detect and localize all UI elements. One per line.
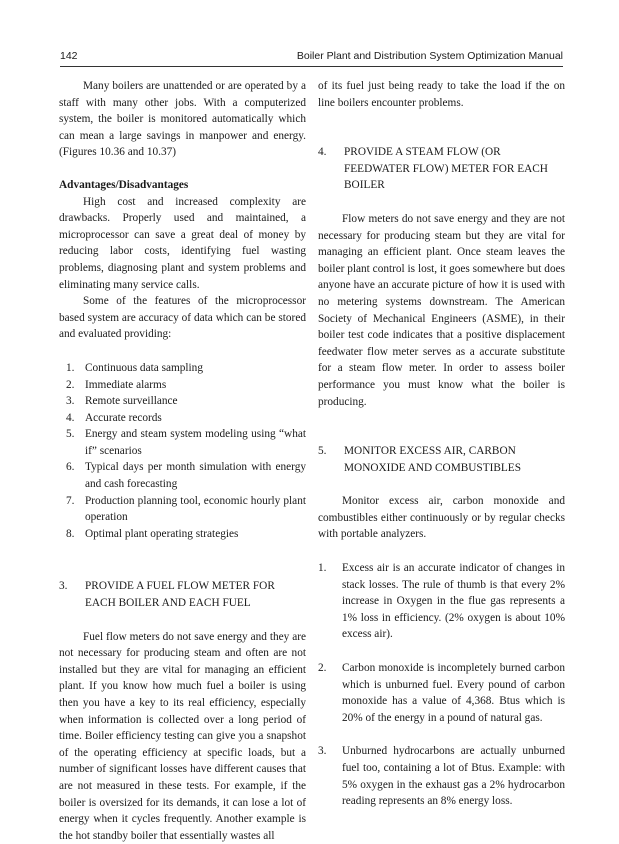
list-item — [59, 459, 306, 492]
section-3-body: Fuel flow meters do not save energy and they are not necessary for producing steam and often are not installed but they are vital for managing an efficient plant. If you know how much fuel a boiler is using then you have a key to its real efficiency, especially when information is collected over a long period of time. Boiler efficiency testing can give you a snapshot of the operating efficiency at specific loads, but a number of significant losses have different causes that are not measured in these tests. For example, if the boiler is oversized for its demands, it can lose a lot of energy when it cycles frequently. Another example is the hot standby boiler that essentially wastes all — [59, 630, 306, 842]
list-item — [59, 410, 306, 427]
list-item — [318, 660, 565, 726]
list-item — [59, 426, 306, 459]
list-text: Production planning tool, economic hourly plant operation — [85, 494, 306, 524]
list-text: Excess air is an accurate indicator of changes in stack losses. The rule of thumb is that every 2% increase in Oxygen in the flue gas represents a 1% loss in efficiency. (2% oxygen is about 10% excess air). — [342, 562, 565, 641]
section-title: PROVIDE A FUEL FLOW METER FOR EACH BOILER AND EACH FUEL — [85, 580, 275, 610]
list-text: Remote surveillance — [85, 395, 178, 408]
list-text: Typical days per month simulation with energy and cash forecasting — [85, 461, 306, 491]
page-number: 142 — [60, 50, 78, 62]
list-number: 8. — [66, 527, 75, 540]
left-column — [59, 78, 306, 844]
list-text: Immediate alarms — [85, 378, 167, 391]
list-number: 6. — [66, 461, 75, 474]
list-number: 3. — [66, 395, 75, 408]
section-4-heading — [318, 144, 565, 194]
list-number: 2. — [66, 378, 75, 391]
list-item — [59, 493, 306, 526]
list-text: Accurate records — [85, 411, 162, 424]
intro-paragraph: Many boilers are unattended or are operated by a staff with many other jobs. With a computerized system, the boiler is monitored automatically which can mean a large savings in manpower and energy. (Figures 10.36 and 10.37) — [59, 80, 306, 159]
list-item — [318, 560, 565, 643]
continued-paragraph: of its fuel just being ready to take the load if the on line boilers encounter problems. — [318, 80, 565, 109]
advantages-heading: Advantages/Disadvantages — [59, 178, 189, 191]
page-header — [60, 50, 563, 66]
list-number: 7. — [66, 494, 75, 507]
section-number: 4. — [318, 146, 327, 159]
section-5-heading — [318, 443, 565, 476]
list-number: 4. — [66, 411, 75, 424]
list-number: 1. — [66, 361, 75, 374]
list-item — [59, 377, 306, 394]
list-text: Unburned hydrocarbons are actually unburned fuel too, containing a lot of Btus. Example: with 5% oxygen in the exhaust gas a 2% hydrocarbon reading represents an 8% energy loss. — [342, 745, 565, 808]
section-number: 5. — [318, 445, 327, 458]
section-4-body: Flow meters do not save energy and they are not necessary for producing steam but they are vital for managing an efficient plant. Once steam leaves the boiler plant control is lost, it goes somewhere but does anyone have an accurate picture of how it is used with no metering systems downstream. The American Society of Mechanical Engineers (ASME), in their boiler test code indicates that a positive displacement feedwater flow meter serves as a accurate substitute for a steam flow meter. In order to assess boiler performance you must know what the boiler is producing. — [318, 212, 565, 408]
list-number: 1. — [318, 562, 327, 575]
list-text: Energy and steam system modeling using “what if” scenarios — [85, 428, 306, 457]
advantages-paragraph-1: High cost and increased complexity are drawbacks. Properly used and maintained, a microprocessor can save a great deal of money by reducing labor costs, identifying fuel wasting problems, diagnosing plant and system problems and eliminating many service calls. — [59, 195, 306, 291]
header-rule — [60, 66, 563, 67]
features-list — [59, 360, 306, 543]
section-title: PROVIDE A STEAM FLOW (OR FEEDWATER FLOW) METER FOR EACH BOILER — [344, 146, 548, 192]
section-3-heading — [59, 578, 306, 611]
list-text: Continuous data sampling — [85, 361, 203, 374]
section-number: 3. — [59, 580, 68, 593]
section-5-body: Monitor excess air, carbon monoxide and combustibles either continuously or by regular checks with portable analyzers. — [318, 495, 565, 541]
list-number: 5. — [66, 428, 75, 441]
list-number: 3. — [318, 745, 327, 758]
right-column — [318, 78, 565, 810]
list-item — [59, 393, 306, 410]
list-number: 2. — [318, 662, 327, 675]
list-item — [59, 526, 306, 543]
list-text: Carbon monoxide is incompletely burned carbon which is unburned fuel. Every pound of carbon monoxide has a value of 4,368. Btus which is 20% of the energy in a pound of natural gas. — [342, 662, 565, 724]
list-text: Optimal plant operating strategies — [85, 527, 239, 540]
running-title: Boiler Plant and Distribution System Optimization Manual — [296, 50, 563, 62]
list-item — [59, 360, 306, 377]
section-title: MONITOR EXCESS AIR, CARBON MONOXIDE AND COMBUSTIBLES — [344, 445, 521, 474]
advantages-paragraph-2: Some of the features of the microprocessor based system are accuracy of data which can be stored and evaluated providing: — [59, 295, 306, 341]
